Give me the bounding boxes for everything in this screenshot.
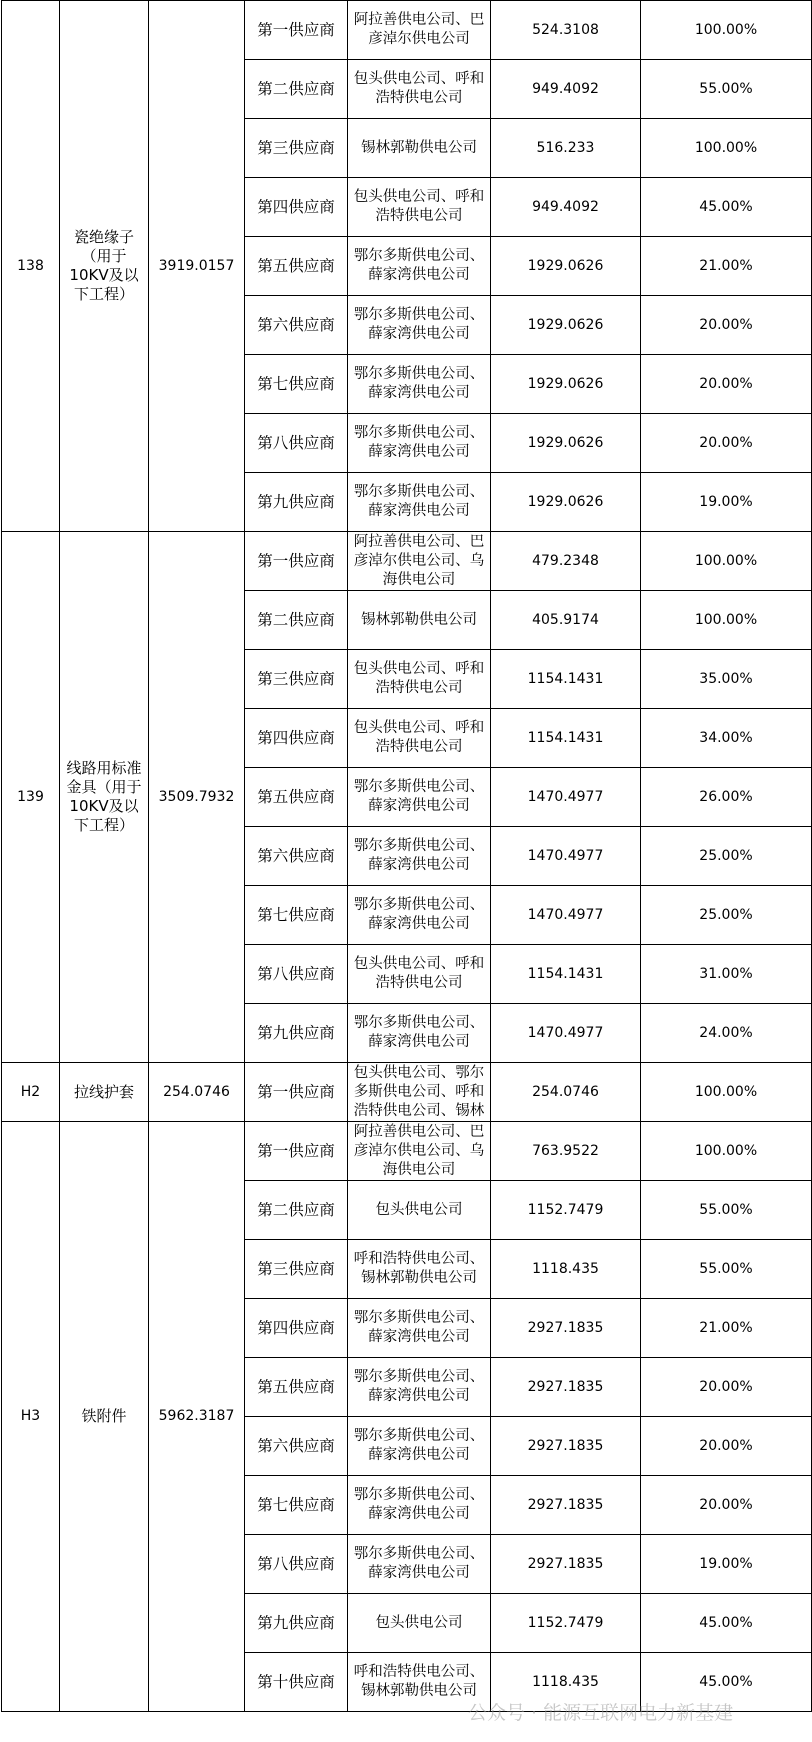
region-cell: 包头供电公司、呼和浩特供电公司	[348, 178, 491, 237]
amount-cell: 1929.0626	[491, 414, 641, 473]
watermark-text: 公众号 · 能源互联网电力新基建	[468, 1702, 734, 1724]
item-id-cell: H3	[2, 1122, 60, 1712]
amount-cell: 1154.1431	[491, 945, 641, 1004]
amount-cell: 1154.1431	[491, 709, 641, 768]
percent-cell: 31.00%	[641, 945, 812, 1004]
amount-cell: 763.9522	[491, 1122, 641, 1181]
amount-cell: 405.9174	[491, 591, 641, 650]
amount-cell: 2927.1835	[491, 1417, 641, 1476]
percent-cell: 45.00%	[641, 1594, 812, 1653]
percent-cell: 45.00%	[641, 178, 812, 237]
item-id-cell: H2	[2, 1063, 60, 1122]
supplier-cell: 第三供应商	[245, 1240, 348, 1299]
amount-cell: 479.2348	[491, 532, 641, 591]
supplier-cell: 第七供应商	[245, 355, 348, 414]
supplier-cell: 第九供应商	[245, 1594, 348, 1653]
supplier-cell: 第七供应商	[245, 886, 348, 945]
amount-cell: 949.4092	[491, 178, 641, 237]
amount-cell: 1929.0626	[491, 296, 641, 355]
percent-cell: 20.00%	[641, 1358, 812, 1417]
amount-cell: 524.3108	[491, 1, 641, 60]
amount-cell: 2927.1835	[491, 1299, 641, 1358]
percent-cell: 25.00%	[641, 886, 812, 945]
amount-cell: 1929.0626	[491, 355, 641, 414]
percent-cell: 35.00%	[641, 650, 812, 709]
supplier-cell: 第六供应商	[245, 296, 348, 355]
percent-cell: 100.00%	[641, 591, 812, 650]
item-name-cell: 拉线护套	[60, 1063, 149, 1122]
region-cell: 鄂尔多斯供电公司、薛家湾供电公司	[348, 237, 491, 296]
amount-cell: 1118.435	[491, 1240, 641, 1299]
percent-cell: 100.00%	[641, 119, 812, 178]
amount-cell: 1152.7479	[491, 1594, 641, 1653]
supplier-cell: 第五供应商	[245, 237, 348, 296]
supplier-cell: 第一供应商	[245, 1063, 348, 1122]
amount-cell: 1154.1431	[491, 650, 641, 709]
percent-cell: 100.00%	[641, 1, 812, 60]
percent-cell: 55.00%	[641, 1181, 812, 1240]
region-cell: 包头供电公司	[348, 1181, 491, 1240]
amount-cell: 254.0746	[491, 1063, 641, 1122]
percent-cell: 21.00%	[641, 1299, 812, 1358]
item-total-cell: 5962.3187	[149, 1122, 245, 1712]
amount-cell: 949.4092	[491, 60, 641, 119]
region-cell: 鄂尔多斯供电公司、薛家湾供电公司	[348, 1004, 491, 1063]
amount-cell: 1470.4977	[491, 768, 641, 827]
supplier-cell: 第四供应商	[245, 1299, 348, 1358]
supplier-cell: 第八供应商	[245, 945, 348, 1004]
percent-cell: 100.00%	[641, 532, 812, 591]
supplier-cell: 第二供应商	[245, 60, 348, 119]
region-cell: 阿拉善供电公司、巴彦淖尔供电公司	[348, 1, 491, 60]
region-cell: 包头供电公司、鄂尔多斯供电公司、呼和浩特供电公司、锡林	[348, 1063, 491, 1122]
supplier-cell: 第四供应商	[245, 709, 348, 768]
percent-cell: 20.00%	[641, 414, 812, 473]
supplier-cell: 第四供应商	[245, 178, 348, 237]
percent-cell: 26.00%	[641, 768, 812, 827]
supplier-cell: 第十供应商	[245, 1653, 348, 1712]
amount-cell: 1118.435	[491, 1653, 641, 1712]
region-cell: 锡林郭勒供电公司	[348, 119, 491, 178]
amount-cell: 2927.1835	[491, 1476, 641, 1535]
region-cell: 包头供电公司、呼和浩特供电公司	[348, 650, 491, 709]
percent-cell: 100.00%	[641, 1063, 812, 1122]
supplier-cell: 第八供应商	[245, 414, 348, 473]
region-cell: 鄂尔多斯供电公司、薛家湾供电公司	[348, 1476, 491, 1535]
item-total-cell: 254.0746	[149, 1063, 245, 1122]
region-cell: 包头供电公司、呼和浩特供电公司	[348, 60, 491, 119]
percent-cell: 24.00%	[641, 1004, 812, 1063]
region-cell: 阿拉善供电公司、巴彦淖尔供电公司、乌海供电公司	[348, 532, 491, 591]
supplier-cell: 第八供应商	[245, 1535, 348, 1594]
region-cell: 包头供电公司、呼和浩特供电公司	[348, 709, 491, 768]
percent-cell: 25.00%	[641, 827, 812, 886]
percent-cell: 55.00%	[641, 60, 812, 119]
percent-cell: 45.00%	[641, 1653, 812, 1712]
supplier-cell: 第二供应商	[245, 1181, 348, 1240]
amount-cell: 1470.4977	[491, 1004, 641, 1063]
region-cell: 呼和浩特供电公司、锡林郭勒供电公司	[348, 1653, 491, 1712]
region-cell: 锡林郭勒供电公司	[348, 591, 491, 650]
region-cell: 包头供电公司、呼和浩特供电公司	[348, 945, 491, 1004]
percent-cell: 19.00%	[641, 1535, 812, 1594]
item-total-cell: 3919.0157	[149, 1, 245, 532]
table-row	[2, 1063, 812, 1122]
item-id-cell: 138	[2, 1, 60, 532]
region-cell: 阿拉善供电公司、巴彦淖尔供电公司、乌海供电公司	[348, 1122, 491, 1181]
region-cell: 鄂尔多斯供电公司、薛家湾供电公司	[348, 1417, 491, 1476]
supplier-cell: 第三供应商	[245, 650, 348, 709]
supplier-cell: 第六供应商	[245, 1417, 348, 1476]
table-row	[2, 1122, 812, 1181]
supplier-cell: 第九供应商	[245, 473, 348, 532]
region-cell: 鄂尔多斯供电公司、薛家湾供电公司	[348, 768, 491, 827]
item-name-cell: 线路用标准金具（用于10KV及以下工程）	[60, 532, 149, 1063]
amount-cell: 516.233	[491, 119, 641, 178]
supplier-cell: 第五供应商	[245, 1358, 348, 1417]
supplier-cell: 第五供应商	[245, 768, 348, 827]
supplier-cell: 第一供应商	[245, 1122, 348, 1181]
region-cell: 鄂尔多斯供电公司、薛家湾供电公司	[348, 473, 491, 532]
percent-cell: 55.00%	[641, 1240, 812, 1299]
table-row	[2, 532, 812, 591]
region-cell: 包头供电公司	[348, 1594, 491, 1653]
supplier-cell: 第二供应商	[245, 591, 348, 650]
table-row	[2, 1, 812, 60]
region-cell: 鄂尔多斯供电公司、薛家湾供电公司	[348, 355, 491, 414]
amount-cell: 1152.7479	[491, 1181, 641, 1240]
percent-cell: 19.00%	[641, 473, 812, 532]
region-cell: 鄂尔多斯供电公司、薛家湾供电公司	[348, 886, 491, 945]
region-cell: 鄂尔多斯供电公司、薛家湾供电公司	[348, 414, 491, 473]
percent-cell: 34.00%	[641, 709, 812, 768]
percent-cell: 20.00%	[641, 1417, 812, 1476]
amount-cell: 2927.1835	[491, 1358, 641, 1417]
amount-cell: 1929.0626	[491, 237, 641, 296]
region-cell: 鄂尔多斯供电公司、薛家湾供电公司	[348, 827, 491, 886]
percent-cell: 21.00%	[641, 237, 812, 296]
region-cell: 呼和浩特供电公司、锡林郭勒供电公司	[348, 1240, 491, 1299]
item-name-cell: 铁附件	[60, 1122, 149, 1712]
amount-cell: 1470.4977	[491, 827, 641, 886]
supplier-cell: 第六供应商	[245, 827, 348, 886]
region-cell: 鄂尔多斯供电公司、薛家湾供电公司	[348, 1358, 491, 1417]
supplier-cell: 第三供应商	[245, 119, 348, 178]
percent-cell: 20.00%	[641, 1476, 812, 1535]
item-name-cell: 瓷绝缘子（用于10KV及以下工程）	[60, 1, 149, 532]
supplier-cell: 第九供应商	[245, 1004, 348, 1063]
amount-cell: 1470.4977	[491, 886, 641, 945]
percent-cell: 20.00%	[641, 355, 812, 414]
item-total-cell: 3509.7932	[149, 532, 245, 1063]
amount-cell: 1929.0626	[491, 473, 641, 532]
region-cell: 鄂尔多斯供电公司、薛家湾供电公司	[348, 1535, 491, 1594]
region-cell: 鄂尔多斯供电公司、薛家湾供电公司	[348, 1299, 491, 1358]
item-id-cell: 139	[2, 532, 60, 1063]
supplier-cell: 第一供应商	[245, 532, 348, 591]
table-body	[2, 1, 812, 1712]
allocation-table	[1, 0, 812, 1712]
region-cell: 鄂尔多斯供电公司、薛家湾供电公司	[348, 296, 491, 355]
percent-cell: 100.00%	[641, 1122, 812, 1181]
percent-cell: 20.00%	[641, 296, 812, 355]
amount-cell: 2927.1835	[491, 1535, 641, 1594]
supplier-cell: 第七供应商	[245, 1476, 348, 1535]
supplier-cell: 第一供应商	[245, 1, 348, 60]
